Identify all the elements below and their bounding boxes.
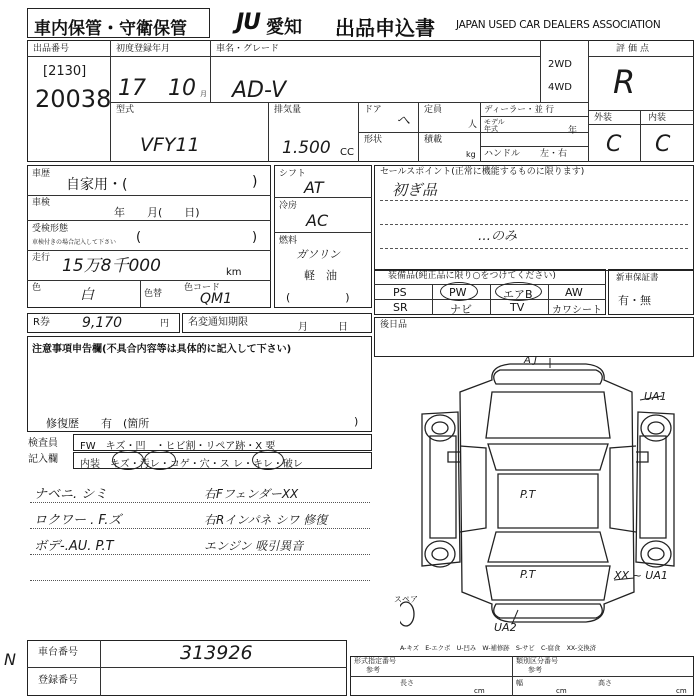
equipment-note: (純正品に限り○をつけてください): [415, 271, 556, 281]
sales-point-1: 初ぎ品: [392, 181, 438, 199]
reg-month: 10: [168, 76, 196, 101]
interior-label: 内装: [648, 113, 667, 123]
reg-year: 17: [118, 76, 146, 101]
width-cm: cm: [556, 687, 567, 695]
length-label: 長さ: [400, 679, 414, 687]
handle-lr: 左・右: [540, 149, 568, 159]
repair-history: 修復歴 有 (箇所: [46, 417, 150, 430]
mileage: 15万8千000: [62, 256, 161, 276]
km-unit: km: [226, 267, 242, 278]
repair-close-paren: ): [354, 415, 359, 428]
first-registration-label: 初度登録年月: [116, 44, 171, 54]
lot-number: 20038: [35, 85, 112, 113]
shift-value: AT: [304, 178, 324, 197]
warranty-options: 有・無: [618, 294, 651, 307]
interior-grade: C: [655, 132, 671, 157]
fuel-label: 燃料: [279, 236, 298, 246]
cc-unit: CC: [340, 147, 354, 158]
door-mark: ヘ: [396, 113, 410, 129]
eval-score: R: [613, 63, 636, 101]
equipment-title: 装備品: [388, 271, 416, 281]
exterior-grade: C: [606, 132, 622, 157]
doors-label: ドア: [364, 105, 382, 115]
diagram-note-ua2: UA2: [494, 621, 517, 634]
type-cert-ref: 参考: [366, 666, 380, 674]
sales-point-2: …のみ: [478, 229, 518, 244]
shift-label: シフト: [279, 169, 307, 179]
notes-title: 注意事項申告欄: [32, 344, 102, 355]
sales-point-note: (正常に機能するものに限ります): [451, 167, 585, 177]
later-items-label: 後日品: [380, 320, 408, 330]
circle-mark-pw: [440, 282, 478, 301]
equip-leather-seat: カワシート: [552, 305, 602, 316]
height-cm: cm: [676, 687, 687, 695]
association-name: JAPAN USED CAR DEALERS ASSOCIATION: [456, 19, 661, 31]
receipt-open-paren: (: [136, 230, 142, 245]
category-ref: 参考: [528, 666, 542, 674]
model-type-label: 型式: [116, 105, 135, 115]
equip-pw: PW: [449, 286, 467, 299]
receipt-close-paren: ): [252, 230, 258, 245]
height-label: 高さ: [598, 679, 612, 687]
note-left-1: ナベニ. シミ: [34, 487, 108, 502]
dealer-parallel-label: ディーラー・並 行: [484, 105, 555, 115]
diagram-note-pt-2: P.T: [520, 568, 536, 581]
circle-mark-sure: [252, 450, 284, 470]
load-label: 積載: [424, 135, 443, 145]
lot-number-label: 出品番号: [33, 44, 70, 54]
kg-unit: kg: [466, 150, 476, 159]
width-label: 幅: [516, 679, 523, 687]
month-unit: 月: [200, 90, 207, 98]
drive-2wd-label: 2WD: [548, 59, 572, 70]
aircon-label: 冷房: [279, 201, 298, 211]
entry-field-label: 記入欄: [28, 454, 58, 465]
model-name: AD-V: [232, 78, 287, 103]
top-grid: [27, 40, 694, 162]
person-unit: 人: [468, 120, 478, 130]
diagram-note-ua1-top: UA1: [644, 390, 667, 403]
circle-mark-kizu: [112, 450, 144, 470]
registration-number-label: 登録番号: [38, 675, 78, 686]
equip-navi: ナビ: [450, 303, 472, 316]
displacement-label: 排気量: [274, 105, 302, 115]
capacity-label: 定員: [424, 105, 443, 115]
interior-codes: 内装 キズ・汚レ・コゲ・穴・ス レ・キレ・破レ: [80, 459, 303, 470]
fuel-value: ガソリン: [296, 248, 340, 261]
fuel-diesel: 軽 油: [304, 269, 337, 282]
equip-sr: SR: [393, 301, 408, 314]
year-unit: 年: [568, 126, 578, 136]
yen-unit: 円: [160, 319, 170, 329]
model-name-grade-label: 車名・グレード: [216, 44, 280, 54]
circle-mark-airbag: [495, 282, 542, 301]
diagram-note-pt-1: P.T: [520, 488, 536, 501]
title-transfer-date: 月 日: [298, 322, 348, 333]
sales-point-title: セールスポイント: [380, 167, 452, 177]
title-transfer-label: 名変通知期限: [188, 317, 248, 328]
category-label: 類別区分番号: [516, 657, 558, 665]
ju-logo: [236, 10, 260, 35]
inspection-receipt-note: 車検付きの場合記入して下さい: [32, 239, 117, 246]
history-value: 自家用・(: [66, 177, 128, 193]
recycle-value: 9,170: [82, 315, 123, 331]
exterior-codes: FW キズ・凹 ・ヒビ割・リペア跡・X 要: [80, 441, 276, 452]
inspection-label: 車検: [32, 198, 51, 208]
inspection-dates: 年 月( 日): [114, 206, 200, 219]
note-right-3: エンジン 吸引異音: [204, 539, 304, 553]
recycle-ticket-label: R券: [33, 317, 50, 328]
spare-label: スペア: [394, 595, 418, 604]
vehicle-info-block: [27, 165, 271, 308]
history-close-paren: ): [252, 174, 258, 190]
lot-code: [2130]: [43, 64, 87, 79]
length-cm: cm: [474, 687, 485, 695]
chassis-number-label: 車台番号: [38, 647, 78, 658]
damage-legend: A-キズ E-エクボ U-凹み W-補修跡 S-サビ C-腐食 XX-交換済: [400, 645, 597, 652]
new-warranty-label: 新車保証書: [616, 273, 659, 283]
margin-mark: N: [4, 650, 16, 669]
note-right-1: 右FフェンダーXX: [204, 487, 299, 501]
color-label: 色: [32, 283, 42, 293]
color-value: 白: [80, 287, 94, 303]
eval-points-label: 評価点: [616, 44, 653, 54]
notes-instruction: (不具合内容等は具体的に記入して下さい): [102, 344, 292, 355]
drive-4wd-label: 4WD: [548, 82, 572, 93]
equip-aw: AW: [565, 286, 583, 299]
color-change-label: 色替: [144, 289, 163, 299]
later-items-box: [374, 317, 694, 357]
sales-point-label: [380, 168, 584, 177]
type-cert-label: 形式指定番号: [354, 657, 396, 665]
inspector-label: 検査員: [28, 438, 58, 449]
history-label: 車歴: [32, 169, 51, 179]
chassis-number: 313926: [180, 642, 253, 664]
notes-header: [32, 340, 291, 355]
form-label: 形状: [364, 135, 383, 145]
equip-ps: PS: [393, 286, 407, 299]
mileage-label: 走行: [32, 253, 51, 263]
color-code: QM1: [200, 291, 233, 307]
displacement: 1.500: [282, 138, 331, 158]
diagram-note-xx-ua1: XX ~ UA1: [614, 569, 668, 582]
note-left-3: ボデ-.AU. P.T: [34, 539, 114, 554]
handle-label: ハンドル: [484, 149, 521, 159]
color-code-label: 色コード: [184, 283, 221, 293]
exterior-label: 外装: [594, 113, 613, 123]
model-year-label: モデル 年式: [484, 118, 505, 134]
brand-region: 愛知: [266, 17, 302, 38]
diagram-note-aj: A J: [524, 355, 537, 366]
model-type: VFY11: [140, 134, 200, 156]
equip-airbag: エアB: [503, 288, 533, 301]
circle-mark-yogore: [144, 450, 176, 470]
storage-title: 車内保管・守衛保管: [34, 19, 187, 39]
form-title: 出品申込書: [335, 16, 435, 40]
ju-logo-mark: JU: [236, 10, 261, 35]
inspection-receipt-label: 受検形態: [32, 224, 69, 234]
note-right-2: 右Rインパネ シワ 修復: [204, 513, 328, 527]
equip-tv: TV: [510, 301, 525, 314]
note-left-2: ロクワー . F.ズ: [34, 513, 122, 528]
aircon-value: AC: [306, 211, 329, 230]
fuel-paren: ( ): [286, 291, 350, 304]
equipment-label: [388, 272, 556, 281]
